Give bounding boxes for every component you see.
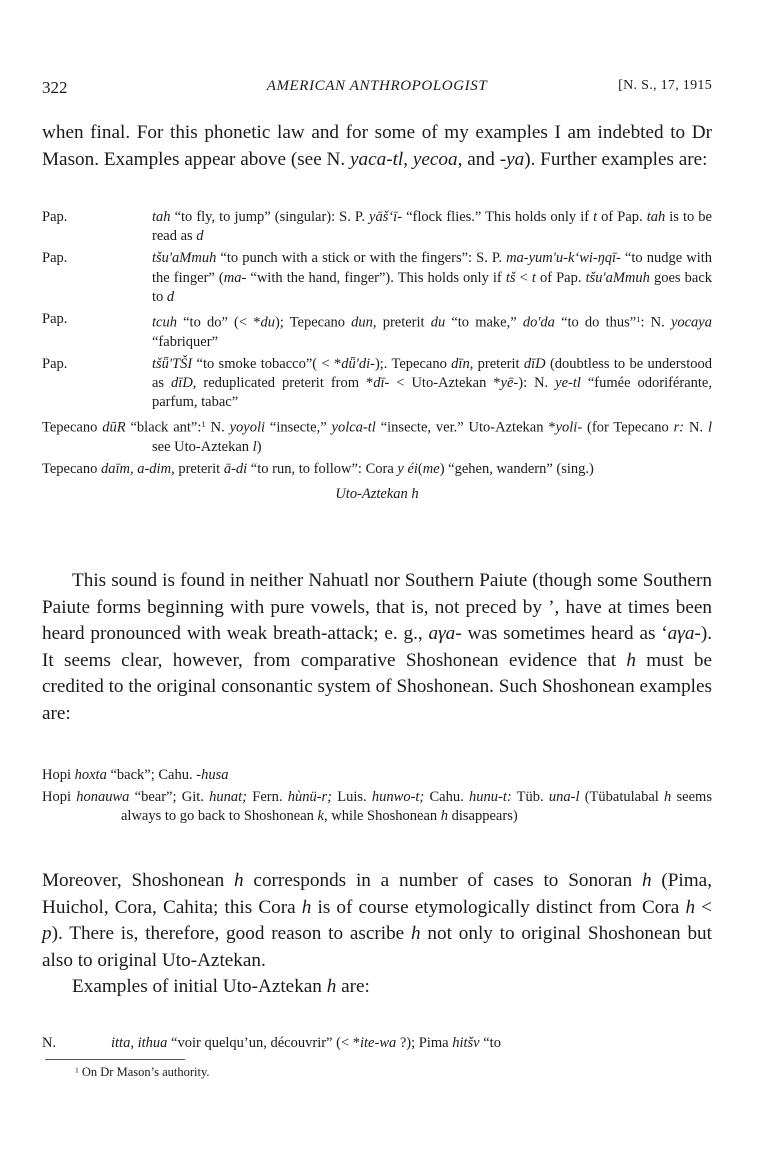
text: N.	[684, 419, 708, 436]
term: hunwo-t;	[371, 789, 425, 806]
text: when final. For this phonetic law and for some of my examples I am indebted to Dr Mason. Examples appear above (see N.	[42, 122, 712, 170]
term: aγa-	[667, 623, 701, 644]
language-label: N.	[42, 1035, 57, 1051]
example-entry	[42, 310, 712, 352]
text: “back”; Cahu.	[106, 767, 197, 783]
term: yoyoli	[229, 419, 266, 436]
text: (Pima, Huichol, Cora, Cahita; this Cora	[42, 870, 712, 918]
text: goes back to	[152, 269, 713, 305]
term: h	[411, 923, 421, 944]
term: una-l	[548, 789, 580, 806]
footnote-rule	[45, 1059, 185, 1060]
paragraph-sonoran-h	[42, 868, 712, 1001]
text: Moreover, Shoshonean	[42, 870, 235, 891]
text: “black ant”:	[125, 419, 202, 436]
text: of Pap.	[597, 209, 647, 225]
term: h	[234, 870, 244, 891]
text: Luis.	[332, 789, 372, 806]
text: : N.	[640, 314, 671, 331]
text: , preterit	[171, 461, 224, 478]
text: while Shoshonean	[327, 808, 441, 825]
example-entry	[42, 766, 712, 785]
term: yāšʻī-	[369, 209, 403, 225]
term: aγa-	[428, 623, 462, 644]
text: , preterit	[372, 314, 431, 331]
term: y éi	[397, 461, 418, 478]
text: (for Tepecano	[582, 419, 674, 436]
volume-info: [N. S., 17, 1915	[618, 78, 712, 93]
footnote-marker: 1	[75, 1065, 79, 1075]
term: yaca-tl	[349, 148, 404, 170]
text: <	[515, 269, 532, 286]
language-label: Tepecano	[42, 419, 98, 436]
term: tah	[646, 209, 666, 225]
text: Cahu.	[424, 789, 469, 806]
term: du	[260, 314, 275, 331]
term: dīn	[451, 355, 470, 372]
term: ya	[506, 148, 525, 170]
examples-list-initial-h	[42, 1034, 712, 1053]
term: -husa	[196, 767, 229, 783]
term: l	[252, 438, 257, 455]
text: of Pap.	[535, 269, 586, 286]
term: tš	[505, 269, 516, 286]
term: tšu'aMmuh	[585, 269, 650, 286]
text: “bear”; Git.	[129, 789, 210, 806]
text: ): N.	[518, 374, 556, 391]
text: “to do” (< *	[176, 314, 261, 331]
term: d	[196, 228, 204, 245]
term: h	[326, 976, 337, 997]
footnote-marker[interactable]: 1	[636, 314, 641, 325]
text: “to	[479, 1035, 501, 1051]
term: h	[641, 870, 652, 891]
term: ite-wa	[360, 1035, 397, 1051]
text: must be credited to the original consonantic system of Shoshonean. Such Shoshonean examples are:	[42, 649, 712, 724]
text: “flock flies.” This holds only if	[402, 209, 594, 225]
term: itta, ithua	[111, 1035, 168, 1051]
text: “insecte,”	[265, 419, 332, 436]
term: d	[166, 288, 175, 305]
language-label: Pap.	[42, 355, 68, 372]
text: (Tübatulabal	[579, 789, 665, 806]
footnote-marker[interactable]: 1	[201, 419, 206, 430]
text: Fern.	[247, 789, 288, 806]
term: t	[593, 209, 598, 225]
text: N.	[205, 419, 230, 436]
term: hoxta	[74, 767, 107, 783]
term: dīD	[171, 374, 193, 391]
term: daīm, a-dim	[100, 461, 172, 478]
section-heading: Uto-Aztekan h	[335, 486, 419, 503]
text: “to make,”	[445, 314, 523, 331]
text: seems always to go back to Shoshonean	[121, 789, 712, 825]
text: ?); Pima	[396, 1035, 453, 1051]
example-entry	[42, 460, 712, 479]
journal-title: AMERICAN ANTHROPOLOGIST	[266, 78, 488, 94]
term: ma-yum'u-kʻwi-ŋqī-	[506, 250, 621, 267]
term: dī-	[373, 374, 390, 391]
text: is of course etymologically distinct from Cora	[311, 896, 686, 918]
text: disappears)	[448, 808, 518, 825]
example-entry	[42, 415, 712, 457]
language-label: Pap.	[42, 250, 68, 267]
term: ye-tl	[555, 374, 581, 391]
term: r:	[673, 419, 685, 436]
example-entry	[42, 208, 712, 246]
term: h	[301, 896, 312, 918]
term: tcuh	[152, 314, 177, 331]
language-label: Hopi	[42, 767, 75, 783]
term: dīD	[523, 355, 546, 372]
text: ) “gehen, wandern” (sing.)	[439, 461, 594, 478]
term: ā-di	[223, 461, 248, 478]
term: h	[664, 789, 672, 806]
term: dūR	[102, 419, 126, 436]
text: , preterit	[469, 355, 524, 372]
footnote	[75, 1065, 210, 1080]
text: “to run, to follow”: Cora	[247, 461, 398, 478]
term: dǖ'di-	[341, 355, 375, 372]
term: p	[42, 923, 52, 944]
language-label: Hopi	[42, 789, 77, 806]
text: “fabriquer”	[152, 333, 219, 350]
term: dun	[351, 314, 373, 331]
examples-list-shoshonean	[42, 766, 712, 827]
text: This sound is found in neither Nahuatl nor Southern Paiute (though some Southern Paiute forms beginning with pure vowels, that is, not preced by ’, have at times been heard pronounced with weak breath-attack; e. g.,	[42, 570, 712, 644]
term: tah	[152, 209, 171, 225]
text: ); Tepecano	[274, 314, 352, 331]
text: “to do thus”	[554, 314, 637, 331]
text: ,	[403, 148, 413, 170]
term: hunat;	[209, 789, 248, 806]
term: l	[707, 419, 712, 436]
text: was sometimes heard as ʻ	[461, 623, 668, 644]
text: (doubtless to be understood as	[152, 355, 712, 391]
text: , reduplicated preterit from *	[192, 374, 374, 391]
term: yoli-	[555, 419, 583, 436]
text: not only to original Shoshonean but also to original Uto-Aztekan.	[42, 923, 712, 971]
text: “to smoke tobacco”( < *	[192, 355, 342, 372]
page-number: 322	[42, 78, 68, 97]
text: ). There is, therefore, good reason to ascribe	[51, 923, 412, 944]
term: hunu-t:	[468, 789, 512, 806]
term: k,	[317, 808, 328, 825]
text: ). It seems clear, however, from comparative Shoshonean evidence that	[42, 623, 712, 671]
term: do'da	[522, 314, 555, 331]
language-label: Pap.	[42, 209, 68, 225]
text: “voir quelqu’un, découvrir” (< *	[167, 1035, 360, 1051]
term: h	[626, 649, 636, 671]
text: ). Further examples are:	[524, 148, 708, 170]
term: du	[430, 314, 446, 331]
text: (	[417, 461, 423, 478]
examples-list-1	[42, 208, 712, 505]
paragraph-uto-aztekan-h	[42, 568, 712, 727]
term: yecoa	[412, 148, 458, 170]
term: tšu'aMmuh	[152, 250, 217, 267]
term: honauwa	[76, 789, 130, 806]
text: );. Tepecano	[374, 355, 452, 372]
example-entry	[42, 1034, 712, 1053]
text: are:	[336, 976, 370, 997]
text: “to fly, to jump” (singular): S. P.	[170, 209, 370, 225]
term: hitšv	[452, 1035, 480, 1051]
example-entry	[42, 788, 712, 826]
term: h	[440, 808, 449, 825]
term: ma-	[223, 269, 247, 286]
text: “with the hand, finger”). This holds only if	[246, 269, 506, 286]
text: “to nudge with the finger” (	[152, 250, 712, 286]
text: “insecte, ver.” Uto-Aztekan *	[375, 419, 556, 436]
paragraph-intro	[42, 120, 712, 173]
language-label: Pap.	[42, 311, 68, 328]
text: )	[256, 438, 262, 455]
text: corresponds in a number of cases to Sonoran	[243, 870, 642, 891]
text: “fumée odoriférante, parfum, tabac”	[152, 374, 712, 411]
term: h	[685, 896, 696, 918]
term: hùnü-r;	[287, 789, 333, 806]
term: tšǖ'TŠI	[152, 355, 193, 372]
term: yocaya	[670, 314, 712, 331]
text: is to be read as	[152, 209, 712, 245]
text: , and -	[457, 148, 507, 170]
text: Examples of initial Uto-Aztekan	[72, 976, 327, 997]
text: <	[695, 896, 712, 918]
text: “to punch with a stick or with the fingers”: S. P.	[216, 250, 507, 267]
running-head	[42, 78, 712, 102]
example-entry	[42, 249, 712, 307]
example-entry	[42, 355, 712, 413]
text: < Uto-Aztekan *	[389, 374, 501, 391]
term: t	[531, 269, 536, 286]
text: Tüb.	[511, 789, 549, 806]
term: me	[422, 461, 440, 478]
term: yolca-tl	[331, 419, 376, 436]
footnote-text: On Dr Mason’s authority.	[78, 1065, 210, 1079]
term: yē-	[500, 374, 519, 391]
text: see Uto-Aztekan	[152, 438, 253, 455]
language-label: Tepecano	[42, 461, 98, 478]
